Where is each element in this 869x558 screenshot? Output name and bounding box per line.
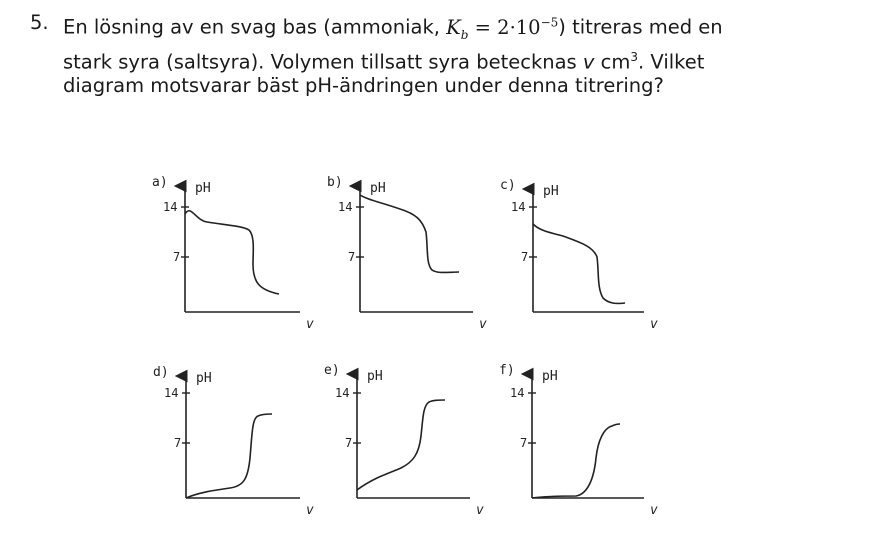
y-tick-14-label: 14 — [335, 386, 350, 400]
y-tick-14-label: 14 — [338, 200, 353, 214]
y-axis-label: pH — [195, 181, 211, 196]
diagram-label: d) — [153, 365, 169, 380]
y-axis-label: pH — [543, 184, 559, 199]
diagram-label: f) — [499, 363, 515, 378]
y-tick-14-label: 14 — [163, 200, 178, 214]
titration-curve — [532, 424, 620, 498]
y-tick-7-label: 7 — [345, 436, 353, 450]
y-tick-7-label: 7 — [520, 436, 528, 450]
x-axis-label: v — [476, 503, 484, 518]
y-tick-14-label: 14 — [511, 200, 526, 214]
x-axis-label: v — [650, 317, 658, 332]
diagram-label: b) — [327, 175, 343, 190]
titration-curve — [185, 211, 279, 294]
y-axis-label: pH — [196, 371, 212, 386]
x-axis-label: v — [306, 317, 314, 332]
diagram-label: a) — [152, 175, 168, 190]
y-tick-7-label: 7 — [521, 250, 529, 264]
question-line-3: diagram motsvarar bäst pH-ändringen under denna titrering? — [63, 73, 664, 97]
y-tick-14-label: 14 — [510, 386, 525, 400]
question-line-2: stark syra (saltsyra). Volymen tillsatt syra betecknas v $cm^3$. Vilket — [63, 50, 705, 74]
diagram-label: e) — [324, 363, 340, 378]
titration-curve — [533, 224, 625, 303]
x-axis-label: v — [306, 503, 314, 518]
y-tick-7-label: 7 — [173, 250, 181, 264]
y-tick-7-label: 7 — [348, 250, 356, 264]
diagram-label: c) — [500, 178, 516, 193]
question-number: 5. — [30, 11, 49, 34]
y-axis-label: pH — [367, 369, 383, 384]
kb-expression: $K_b = 2\cdot 10^{-5}$ — [446, 15, 559, 42]
x-axis-label: v — [650, 503, 658, 518]
question-line-1: En lösning av en svag bas (ammoniak, $K_b = 2\cdot 10^{-5}$) titreras med en — [63, 15, 723, 42]
titration-curve — [360, 195, 459, 273]
titration-curve — [186, 414, 272, 498]
y-axis-label: pH — [542, 369, 558, 384]
y-axis-label: pH — [370, 181, 386, 196]
y-tick-7-label: 7 — [174, 436, 182, 450]
x-axis-label: v — [479, 317, 487, 332]
titration-curve — [357, 400, 445, 490]
y-tick-14-label: 14 — [164, 386, 179, 400]
